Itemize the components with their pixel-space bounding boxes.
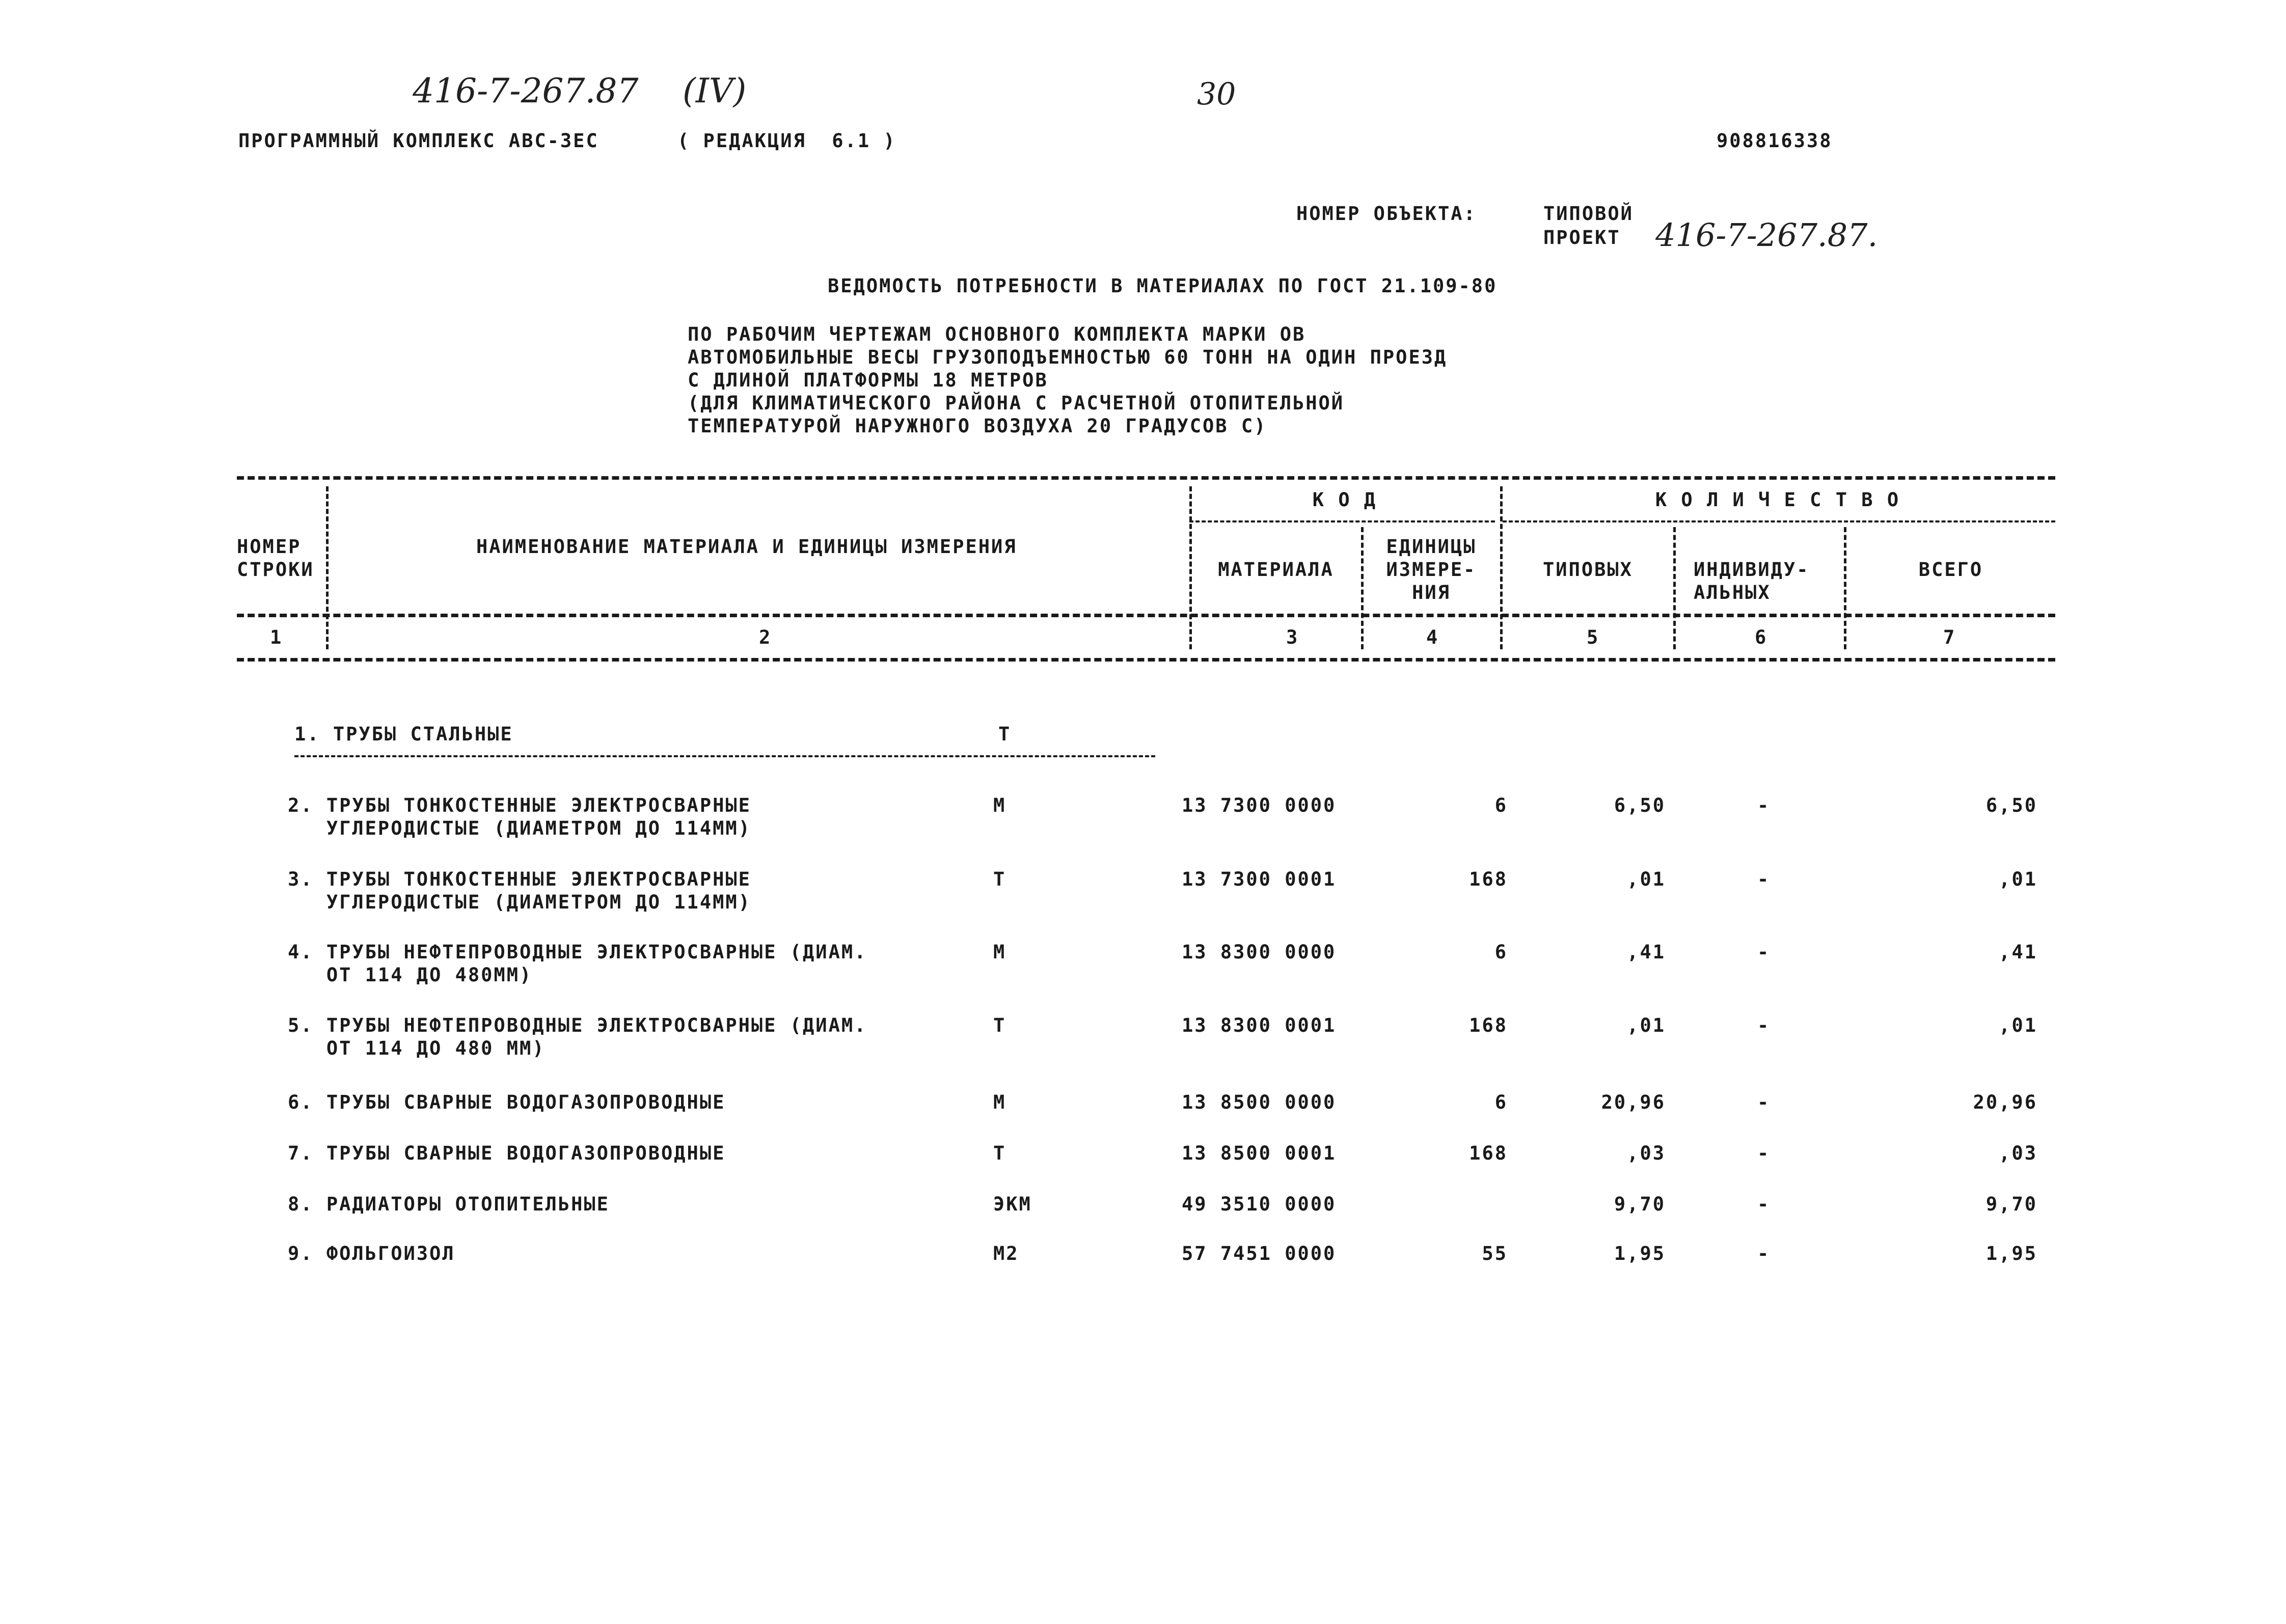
material-name-continued: ОТ 114 ДО 480 ММ)	[288, 1037, 546, 1059]
unit: М	[993, 1091, 1006, 1113]
total-qty: 6,50	[1985, 794, 2037, 816]
column-separator	[1361, 527, 1364, 649]
total-qty: ,41	[1999, 941, 2037, 963]
unit-code: 168	[1469, 1014, 1508, 1036]
material-code: 49 3510 0000	[1182, 1193, 1337, 1215]
header-individual-2: АЛЬНЫХ	[1694, 582, 1771, 603]
material-name-continued: ОТ 114 ДО 480ММ)	[288, 964, 533, 986]
unit: Т	[993, 1014, 1006, 1036]
material-code: 13 8500 0000	[1182, 1091, 1337, 1113]
unit-code: 6	[1494, 794, 1508, 816]
column-number: 3	[1286, 626, 1299, 648]
column-separator	[1500, 486, 1503, 649]
unit-code: 168	[1469, 868, 1508, 890]
title-line: ПО РАБОЧИМ ЧЕРТЕЖАМ ОСНОВНОГО КОМПЛЕКТА МАРКИ ОВ	[688, 323, 1306, 345]
material-name: 6. ТРУБЫ СВАРНЫЕ ВОДОГАЗОПРОВОДНЫЕ	[288, 1091, 726, 1113]
header-individual-1: ИНДИВИДУ-	[1694, 559, 1810, 581]
header-code-group: К О Д	[1312, 489, 1377, 511]
column-number: 1	[270, 626, 283, 648]
column-separator	[1844, 527, 1846, 649]
material-name: 3. ТРУБЫ ТОНКОСТЕННЫЕ ЭЛЕКТРОСВАРНЫЕ	[288, 868, 751, 890]
section-underline	[294, 755, 1155, 757]
header-typical: ТИПОВЫХ	[1543, 559, 1633, 581]
header-bottom-rule	[237, 614, 2055, 617]
header-material-name: НАИМЕНОВАНИЕ МАТЕРИАЛА И ЕДИНИЦЫ ИЗМЕРЕНИЯ	[476, 536, 1017, 558]
column-number: 2	[759, 626, 772, 648]
total-qty: ,01	[1999, 868, 2037, 890]
table-top-rule	[237, 476, 2055, 480]
unit: М	[993, 941, 1006, 963]
handwritten-volume-mark: (IV)	[683, 71, 747, 111]
material-name: 4. ТРУБЫ НЕФТЕПРОВОДНЫЕ ЭЛЕКТРОСВАРНЫЕ (ДИАМ.	[288, 941, 867, 963]
individual-qty: -	[1757, 794, 1771, 816]
header-row-number-1: НОМЕР	[237, 536, 302, 558]
material-code: 57 7451 0000	[1182, 1243, 1337, 1264]
code-group-rule	[1189, 520, 1495, 522]
typical-qty: ,41	[1627, 941, 1666, 963]
individual-qty: -	[1757, 868, 1771, 890]
material-name: 8. РАДИАТОРЫ ОТОПИТЕЛЬНЫЕ	[288, 1193, 610, 1215]
unit-code: 6	[1494, 1091, 1508, 1113]
title-line: АВТОМОБИЛЬНЫЕ ВЕСЫ ГРУЗОПОДЪЕМНОСТЬЮ 60 ТОНН НА ОДИН ПРОЕЗД	[688, 346, 1448, 368]
typical-qty: ,03	[1627, 1142, 1666, 1164]
total-qty: 20,96	[1973, 1091, 2037, 1113]
typical-qty: 1,95	[1614, 1243, 1666, 1264]
title-line: ТЕМПЕРАТУРОЙ НАРУЖНОГО ВОЗДУХА 20 ГРАДУСОВ С)	[688, 415, 1267, 437]
unit-code: 168	[1469, 1142, 1508, 1164]
material-name: 5. ТРУБЫ НЕФТЕПРОВОДНЫЕ ЭЛЕКТРОСВАРНЫЕ (ДИАМ.	[288, 1014, 867, 1036]
unit: Т	[993, 1142, 1006, 1164]
column-number: 7	[1943, 626, 1956, 648]
material-name-continued: УГЛЕРОДИСТЫЕ (ДИАМЕТРОМ ДО 114ММ)	[288, 891, 751, 913]
material-name: 9. ФОЛЬГОИЗОЛ	[288, 1243, 455, 1264]
individual-qty: -	[1757, 941, 1771, 963]
document-number: 908816338	[1717, 130, 1833, 152]
handwritten-project-code: 416-7-267.87	[413, 71, 639, 111]
unit-code: 55	[1482, 1243, 1508, 1264]
unit: М	[993, 794, 1006, 816]
column-number: 5	[1587, 626, 1600, 648]
header-material-code: МАТЕРИАЛА	[1218, 559, 1334, 581]
header-unit-line: ЕДИНИЦЫ	[1386, 536, 1477, 558]
typical-qty: ,01	[1627, 1014, 1666, 1036]
unit: М2	[993, 1243, 1019, 1264]
header-unit-line: ИЗМЕРЕ-	[1386, 559, 1477, 581]
program-name: ПРОГРАММНЫЙ КОМПЛЕКС АВС-3ЕС	[238, 130, 599, 152]
material-name-continued: УГЛЕРОДИСТЫЕ (ДИАМЕТРОМ ДО 114ММ)	[288, 817, 751, 839]
object-type-label: ТИПОВОЙ	[1543, 203, 1634, 225]
unit: Т	[993, 868, 1006, 890]
individual-qty: -	[1757, 1193, 1771, 1215]
object-project-label: ПРОЕКТ	[1543, 227, 1621, 249]
header-total: ВСЕГО	[1918, 559, 1983, 581]
material-code: 13 8300 0001	[1182, 1014, 1337, 1036]
document-title: ВЕДОМОСТЬ ПОТРЕБНОСТИ В МАТЕРИАЛАХ ПО ГОСТ 21.109-80	[828, 275, 1498, 297]
typical-qty: 9,70	[1614, 1193, 1666, 1215]
title-line: С ДЛИНОЙ ПЛАТФОРМЫ 18 МЕТРОВ	[688, 369, 1048, 391]
material-code: 13 8500 0001	[1182, 1142, 1337, 1164]
typical-qty: 6,50	[1614, 794, 1666, 816]
material-name: 7. ТРУБЫ СВАРНЫЕ ВОДОГАЗОПРОВОДНЫЕ	[288, 1142, 726, 1164]
total-qty: ,03	[1999, 1142, 2037, 1164]
total-qty: ,01	[1999, 1014, 2037, 1036]
individual-qty: -	[1757, 1014, 1771, 1036]
typical-qty: ,01	[1627, 868, 1666, 890]
section-title: 1. ТРУБЫ СТАЛЬНЫЕ	[294, 723, 513, 745]
individual-qty: -	[1757, 1091, 1771, 1113]
header-row-number-2: СТРОКИ	[237, 559, 314, 581]
material-code: 13 8300 0000	[1182, 941, 1337, 963]
handwritten-project-code-2: 416-7-267.87.	[1655, 216, 1878, 254]
section-unit: Т	[998, 723, 1012, 745]
column-separator	[1189, 486, 1192, 649]
material-code: 13 7300 0000	[1182, 794, 1337, 816]
material-code: 13 7300 0001	[1182, 868, 1337, 890]
header-quantity-group: К О Л И Ч Е С Т В О	[1655, 489, 1900, 511]
program-edition: ( РЕДАКЦИЯ 6.1 )	[677, 130, 896, 152]
handwritten-page-number: 30	[1197, 76, 1236, 112]
qty-group-rule	[1503, 520, 2055, 522]
individual-qty: -	[1757, 1243, 1771, 1264]
column-separator	[1673, 527, 1676, 649]
total-qty: 1,95	[1985, 1243, 2037, 1264]
unit-code: 6	[1494, 941, 1508, 963]
total-qty: 9,70	[1985, 1193, 2037, 1215]
material-name: 2. ТРУБЫ ТОНКОСТЕННЫЕ ЭЛЕКТРОСВАРНЫЕ	[288, 794, 751, 816]
column-separator	[326, 486, 329, 649]
title-line: (ДЛЯ КЛИМАТИЧЕСКОГО РАЙОНА С РАСЧЕТНОЙ ОТОПИТЕЛЬНОЙ	[688, 392, 1345, 414]
object-number-label: НОМЕР ОБЪЕКТА:	[1296, 203, 1477, 225]
individual-qty: -	[1757, 1142, 1771, 1164]
column-numbers-rule	[237, 658, 2055, 662]
unit: ЭКМ	[993, 1193, 1032, 1215]
header-unit-line: НИЯ	[1412, 582, 1451, 603]
column-number: 6	[1755, 626, 1768, 648]
typical-qty: 20,96	[1601, 1091, 1666, 1113]
column-number: 4	[1426, 626, 1439, 648]
